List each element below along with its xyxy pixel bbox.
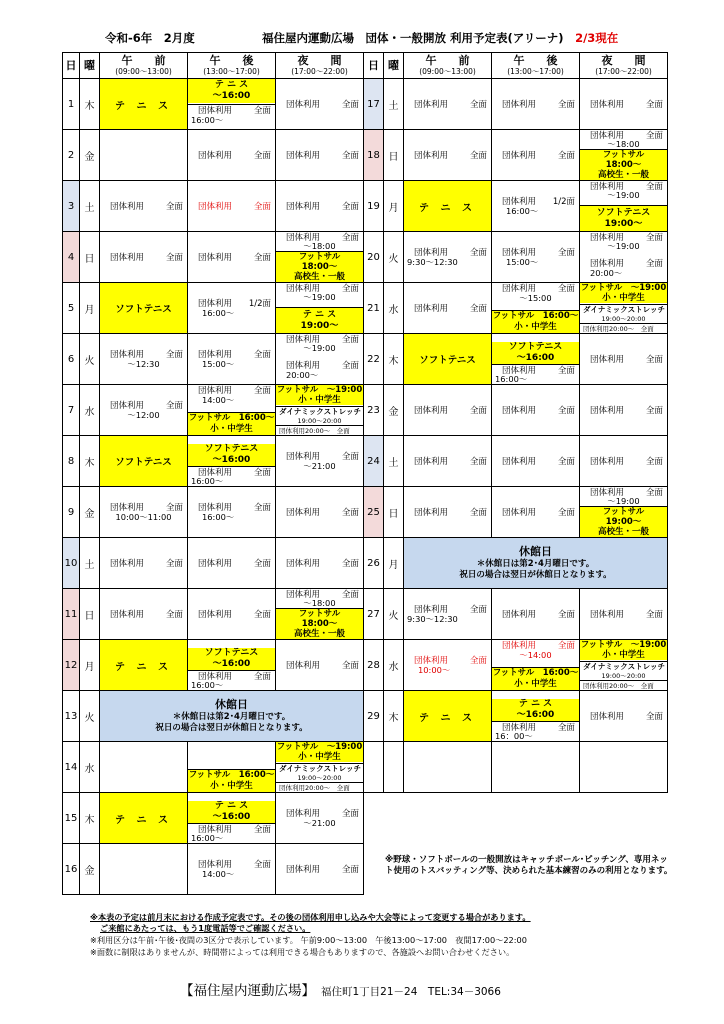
table-row: 4 日 団体利用 全面 団体利用 全面 団体利用 全面 ～18:00 フットサル 18:00～ 高校生・一般 [63, 232, 364, 283]
table-row: 6 火 団体利用 全面 ～12:30 団体利用 全面 15:00～ 団体利用 全面 ～19:00 団体利用 全面 20:00～ [63, 334, 364, 385]
venue-name: 【福住屋内運動広場】 [180, 983, 315, 999]
table-row: 20 火 団体利用 全面 9:30～12:30 団体利用 全面 15:00～ 団体利用 全面 ～19:00 団体利用 全面 20:00～ [364, 232, 668, 283]
venue-info [180, 979, 501, 999]
schedule-left [62, 52, 364, 895]
period-label: 令和-6年 2月度 [105, 31, 195, 45]
table-row: 8 木 ソフトテニス ソフトテニス ～16:00 団体利用 全面 16:00～ 団体利用 全面 ～21:00 [63, 436, 364, 487]
schedule-right [363, 52, 668, 793]
footer-line-3: ※利用区分は午前･午後･夜間の3区分で表示しています。 午前9:00～13:00 午後13:00～17:00 夜間17:00～22:00 [90, 935, 527, 945]
table-row: 29 木 テ ニ ス テ ニ ス ～16:00 団体利用 全面 16：00～ 団体利用 全面 [364, 691, 668, 742]
footer-line-1: ※本表の予定は前月末における作成予定表です。その後の団体利用申し込みや大会等によって変更する場合があります。 [90, 912, 531, 922]
as-of-date: 2/3現在 [575, 31, 619, 45]
col-am: 午 前 (09:00～13:00) [100, 53, 188, 79]
closed-day: 休館日 ＊休館日は第2･4月曜日です。 祝日の場合は翌日が休館日となります。 [100, 691, 364, 742]
table-row: 13 火 休館日 ＊休館日は第2･4月曜日です。 祝日の場合は翌日が休館日となります。 [63, 691, 364, 742]
table-row: 11 日 団体利用 全面 団体利用 全面 団体利用 全面 ～18:00 フットサル 18:00～ 高校生・一般 [63, 589, 364, 640]
footer-line-4: ※面数に制限はありませんが、時間帯によっては利用できる場合もありますので、各施設へお問い合わせください。 [90, 947, 515, 957]
header-row [63, 53, 364, 79]
footer-line-2: ご来館にあたっては、もう1度電話等でご確認ください。 [100, 923, 311, 933]
table-row: 15 木 テ ニ ス テ ニ ス ～16:00 団体利用 全面 16:00～ 団体利用 全面 ～21:00 [63, 793, 364, 844]
table-row: 23 金 団体利用 全面 団体利用 全面 団体利用 全面 [364, 385, 668, 436]
table-row: 1 木 テ ニ ス テ ニ ス ～16:00 団体利用 全面 16:00～ 団体利用 全面 [63, 79, 364, 130]
col-day: 日 [63, 53, 80, 79]
table-row: 3 土 団体利用 全面 団体利用 全面 団体利用 全面 [63, 181, 364, 232]
table-row: 26 月 休館日 ＊休館日は第2･4月曜日です。 祝日の場合は翌日が休館日となります。 [364, 538, 668, 589]
table-row: 22 木 ソフトテニス ソフトテニス ～16:00 団体利用 全面 16:00～ 団体利用 全面 [364, 334, 668, 385]
table-row: 7 水 団体利用 全面 ～12:00 団体利用 全面 14:00～ フットサル 16:00～ 小・中学生 フットサル ～19:00 小・中学生 ダイナミックストレッチ 19:00～20:00 団体利用20:00～ 全面 [63, 385, 364, 436]
table-row: 21 水 団体利用 全面 団体利用 全面 ～15:00 フットサル 16:00～ 小・中学生 フットサル ～19:00 小・中学生 ダイナミックストレッチ 19:00～20:00 団体利用20:00～ 全面 [364, 283, 668, 334]
table-row: 12 月 テ ニ ス ソフトテニス ～16:00 団体利用 全面 16:00～ 団体利用 全面 [63, 640, 364, 691]
table-row: 2 金 団体利用 全面 団体利用 全面 [63, 130, 364, 181]
table-row: 17 土 団体利用 全面 団体利用 全面 団体利用 全面 [364, 79, 668, 130]
table-row: 19 月 テ ニ ス 団体利用 1/2面 16:00～ 団体利用 全面 ～19:00 ソフトテニス 19:00～ [364, 181, 668, 232]
page-title: 福住屋内運動広場 団体・一般開放 利用予定表(アリーナ) 2/3現在 [262, 31, 619, 45]
table-row [364, 742, 668, 793]
table-row: 16 金 団体利用 全面 14:00～ 団体利用 全面 [63, 844, 364, 895]
col-ev: 夜 間 (17:00～22:00) [276, 53, 364, 79]
table-row: 28 水 団体利用 全面 10:00～ 団体利用 全面 ～14:00 フットサル 16:00～ 小・中学生 フットサル ～19:00 小・中学生 ダイナミックストレッチ 19:00～20:00 団体利用20:00～ 全面 [364, 640, 668, 691]
col-weekday: 曜 [80, 53, 100, 79]
table-row: 5 月 ソフトテニス 団体利用 1/2面 16:00～ 団体利用 全面 ～19:00 テ ニ ス 19:00～ [63, 283, 364, 334]
col-pm: 午 後 (13:00～17:00) [188, 53, 276, 79]
table-row: 24 土 団体利用 全面 団体利用 全面 団体利用 全面 [364, 436, 668, 487]
table-row: 10 土 団体利用 全面 団体利用 全面 団体利用 全面 [63, 538, 364, 589]
venue-address: 福住町1丁目21－24 TEL:34－3066 [321, 986, 501, 998]
table-row: 27 火 団体利用 全面 9:30～12:30 団体利用 全面 団体利用 全面 [364, 589, 668, 640]
header-row: 日 曜 午 前 (09:00～13:00) 午 後 (13:00～17:00) 夜 間 (17:00～22:00) [364, 53, 668, 79]
table-row: 9 金 団体利用 全面 10:00～11:00 団体利用 全面 16:00～ 団体利用 全面 [63, 487, 364, 538]
table-row: 18 日 団体利用 全面 団体利用 全面 団体利用 全面 ～18:00 フットサル 18:00～ 高校生・一般 [364, 130, 668, 181]
closed-day: 休館日 ＊休館日は第2･4月曜日です。 祝日の場合は翌日が休館日となります。 [404, 538, 668, 589]
table-row: 25 日 団体利用 全面 団体利用 全面 団体利用 全面 ～19:00 フットサル 19:00～ 高校生・一般 [364, 487, 668, 538]
note-baseball: ※野球・ソフトボールの一般開放はキャッチボール･ピッチング、専用ネット使用のトスバッティング等、決められた基本練習のみの利用となります。 [385, 855, 673, 876]
table-row: 14 水 フットサル 16:00～ 小・中学生 フットサル ～19:00 小・中学生 ダイナミックストレッチ 19:00～20:00 団体利用20:00～ 全面 [63, 742, 364, 793]
